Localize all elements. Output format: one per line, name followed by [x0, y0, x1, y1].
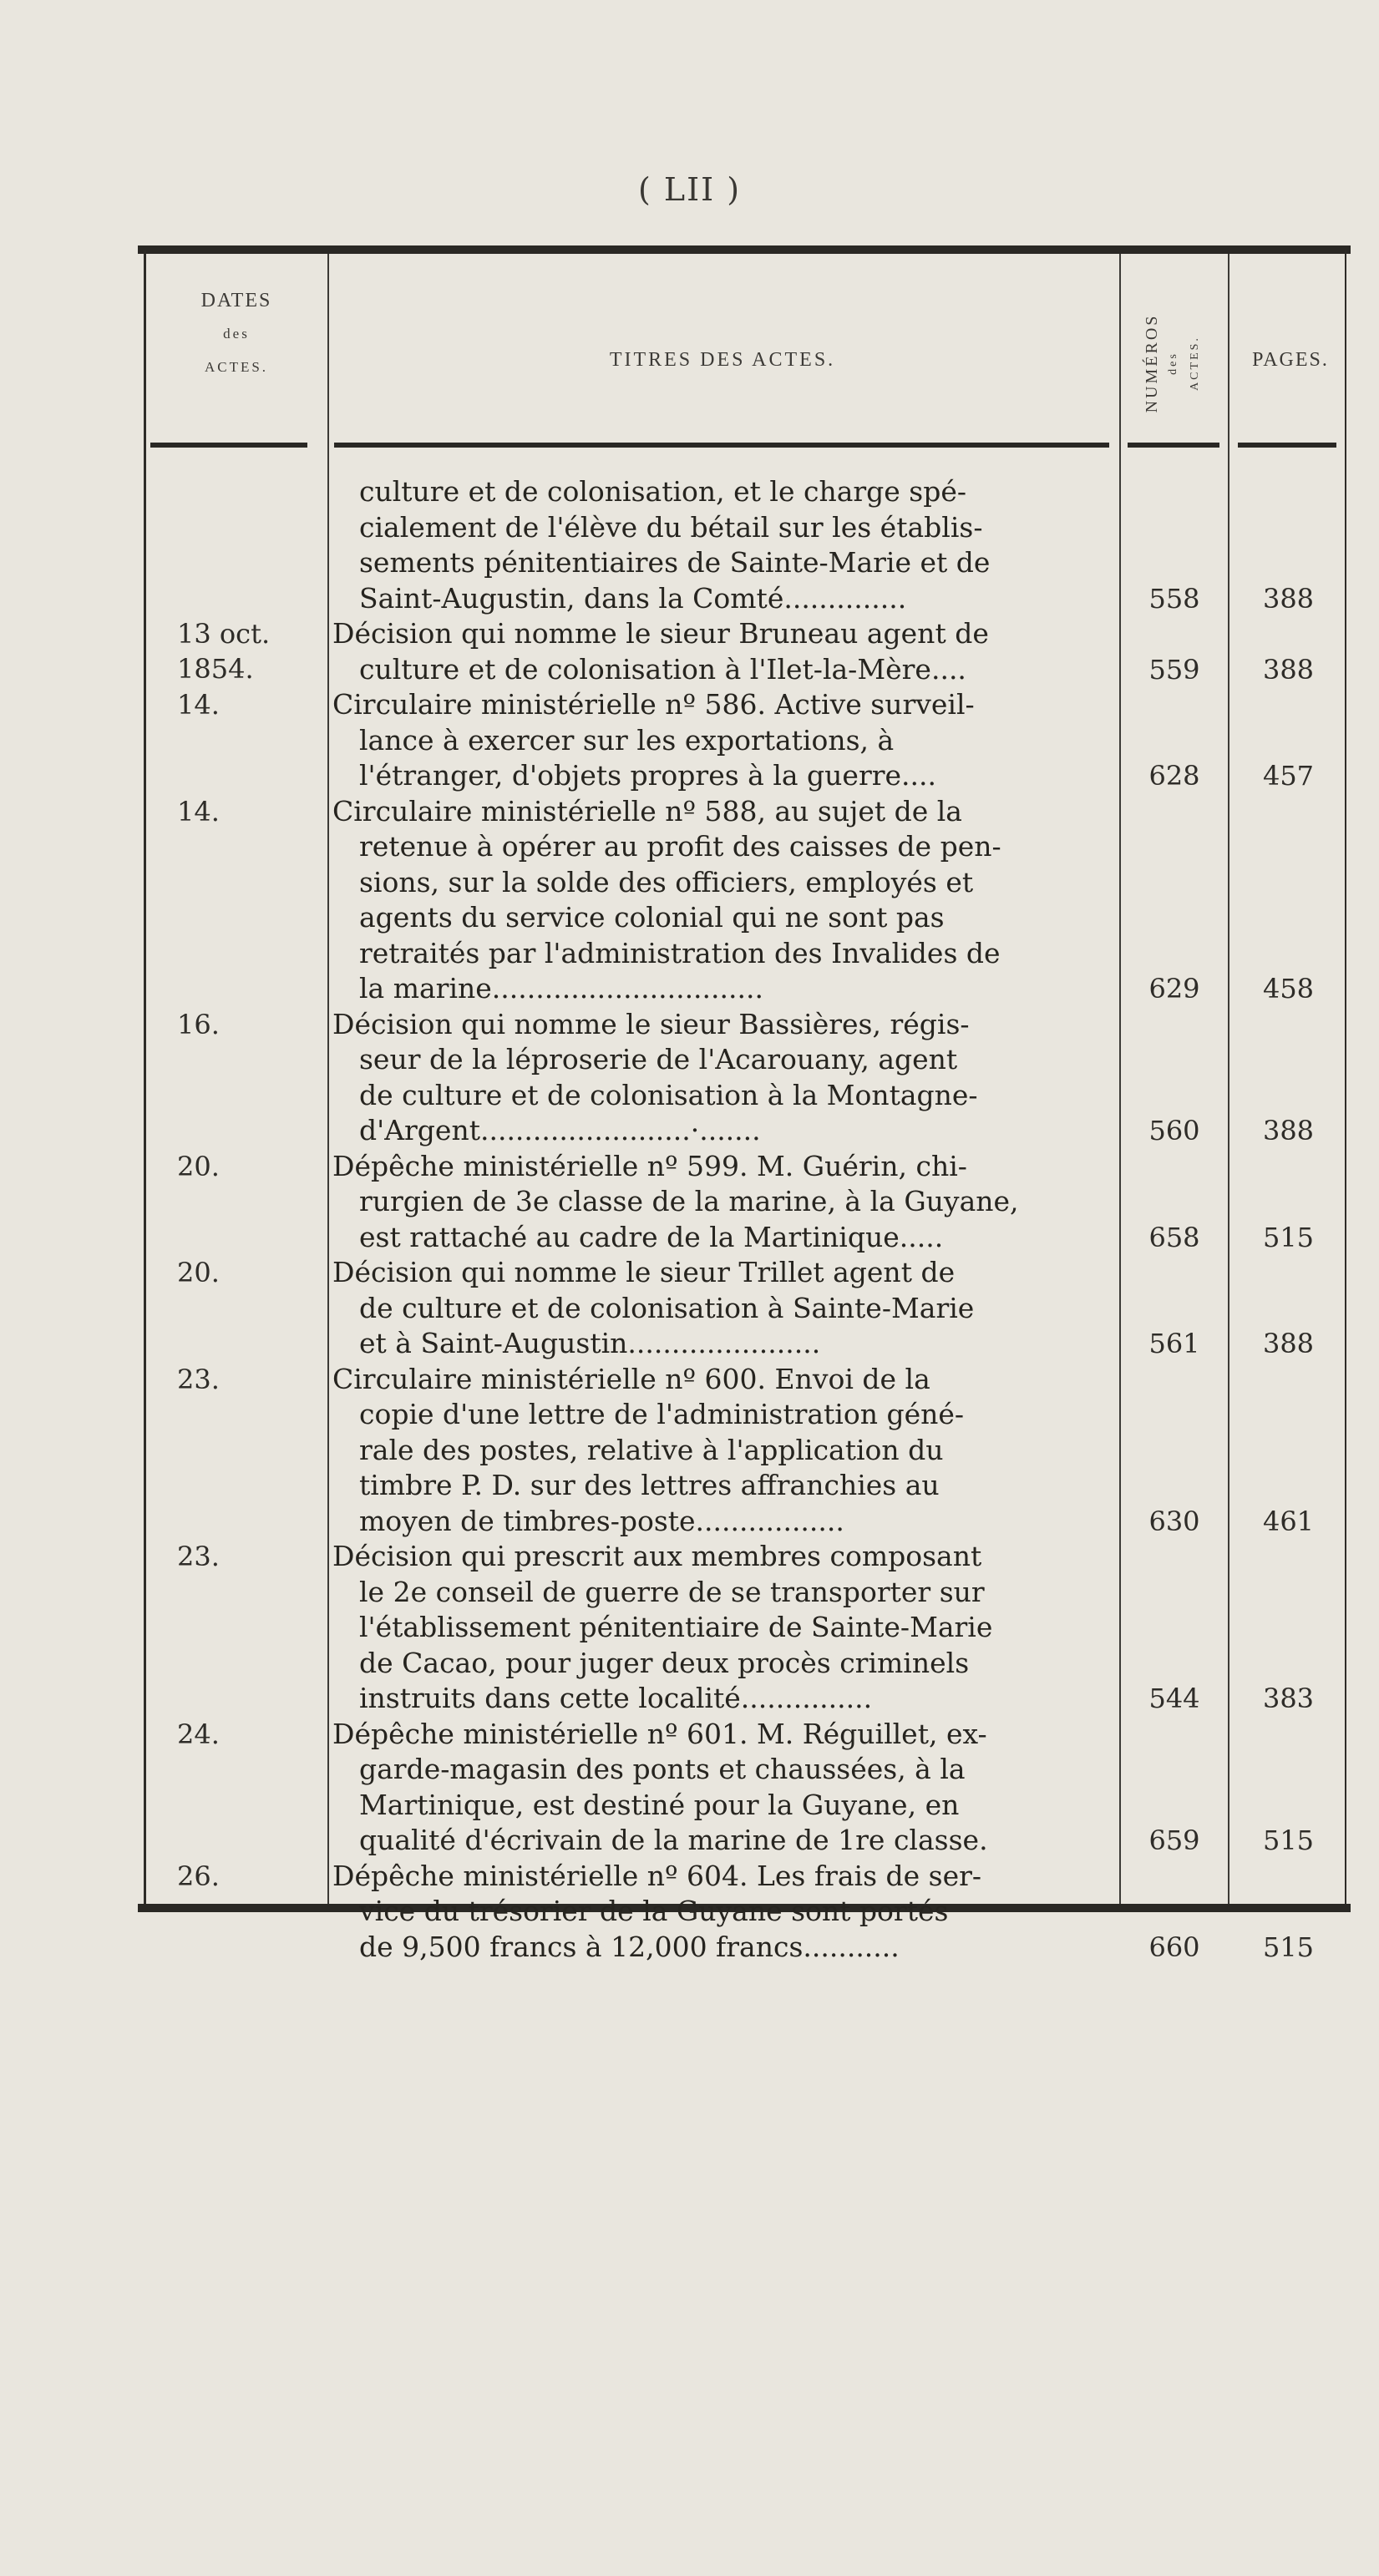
header-numeros-line: NUMÉROS — [1143, 313, 1161, 413]
header-dates-line: DATES — [200, 290, 272, 311]
entry-title-line: Circulaire ministérielle nº 586. Active surveil- — [332, 688, 975, 721]
entry-title-line: garde-magasin des ponts et chaussées, à la — [359, 1753, 966, 1785]
entry-date-line: 24. — [177, 1718, 220, 1750]
entry-title-line: sements pénitentiaires de Sainte-Marie et de — [359, 546, 991, 579]
entry-title-line: qualité d'écrivain de la marine de 1re classe. — [359, 1824, 988, 1856]
column-divider-titles — [1119, 254, 1121, 1904]
entry-number: 544 — [1148, 1683, 1200, 1714]
entry-title-line: le 2e conseil de guerre de se transporter sur — [359, 1575, 985, 1608]
entry-title — [332, 1859, 1099, 1966]
header-numeros-line: des — [1167, 352, 1179, 375]
entry-date — [177, 1539, 327, 1574]
entry-title-line: Dépêche ministérielle nº 604. Les frais de ser- — [332, 1859, 982, 1892]
column-divider-numeros — [1228, 254, 1229, 1904]
entry-page: 515 — [1262, 1221, 1315, 1253]
entry-title-line: de 9,500 francs à 12,000 francs........... — [359, 1930, 900, 1963]
entry-date — [177, 794, 327, 829]
entry-title-line: rale des postes, relative à l'application du — [359, 1433, 944, 1466]
entry-date — [177, 1149, 327, 1184]
entry-title-line: et à Saint-Augustin...................... — [359, 1327, 821, 1359]
entry-page: 388 — [1262, 1115, 1315, 1146]
entry-title — [332, 1717, 1099, 1859]
entry-date-line: 23. — [177, 1363, 220, 1395]
entry-title — [332, 1255, 1099, 1362]
entry-title-line: Saint-Augustin, dans la Comté.............. — [359, 581, 907, 615]
entry-title-line: la marine............................... — [359, 972, 763, 1005]
entry-title-line: culture et de colonisation à l'Ilet-la-Mère.... — [359, 652, 966, 686]
entry-title-line: instruits dans cette localité............... — [359, 1682, 873, 1714]
entry-title — [332, 474, 1099, 616]
entry-title-line: Circulaire ministérielle nº 600. Envoi de la — [332, 1362, 930, 1395]
entry-title-line: lance à exercer sur les exportations, à — [359, 723, 895, 757]
entry-date-line: 20. — [177, 1257, 220, 1288]
header-dates-line: ACTES. — [204, 359, 269, 375]
entry-page: 457 — [1262, 760, 1315, 792]
entry-number: 628 — [1148, 760, 1200, 792]
entry-title-line: Décision qui nomme le sieur Bruneau agent de — [332, 617, 989, 650]
column-divider-dates — [327, 254, 329, 1904]
entry-title-line: timbre P. D. sur des lettres affranchies au — [359, 1469, 940, 1501]
entry-page: 388 — [1262, 653, 1315, 686]
entry-date-line: 13 oct. — [177, 618, 271, 650]
entry-number: 561 — [1148, 1328, 1200, 1359]
entry-date — [177, 1255, 327, 1290]
header-numeros — [1128, 276, 1219, 451]
entry-page: 461 — [1262, 1505, 1315, 1537]
entry-page: 515 — [1262, 1824, 1315, 1856]
entry-title-line: sions, sur la solde des officiers, employés et — [359, 865, 974, 898]
entry-title-line: Martinique, est destiné pour la Guyane, en — [359, 1788, 960, 1821]
header-numeros-line: ACTES. — [1189, 336, 1201, 391]
header-pages: PAGES. — [1252, 349, 1329, 371]
entry-page: 458 — [1262, 973, 1315, 1005]
entry-title-line: vice du trésorier de la Guyane sont portés — [359, 1895, 949, 1927]
entry-number: 629 — [1148, 973, 1200, 1005]
entry-date-line: 16. — [177, 1008, 220, 1040]
header-rule-titles — [334, 443, 1109, 448]
entry-number: 558 — [1148, 582, 1200, 615]
entry-date — [177, 616, 327, 686]
entry-date-line: 20. — [177, 1150, 220, 1182]
entry-date-line: 26. — [177, 1860, 220, 1892]
entry-date — [177, 1007, 327, 1042]
entry-title — [332, 1539, 1099, 1717]
entry-title-line: Circulaire ministérielle nº 588, au sujet de la — [332, 794, 962, 827]
entry-title-line: rurgien de 3e classe de la marine, à la Guyane, — [359, 1185, 1019, 1217]
entry-title-line: culture et de colonisation, et le charge spé- — [359, 475, 967, 508]
entry-date — [177, 1717, 327, 1752]
entry-date — [177, 687, 327, 722]
entry-title-line: retenue à opérer au profit des caisses de pen- — [359, 830, 1001, 863]
entry-title — [332, 687, 1099, 794]
entry-title-line: moyen de timbres-poste................. — [359, 1504, 844, 1537]
entry-title-line: Dépêche ministérielle nº 601. M. Réguillet, ex- — [332, 1717, 987, 1750]
entry-date-line: 14. — [177, 795, 220, 827]
entry-title — [332, 1362, 1099, 1540]
entry-title — [332, 1149, 1099, 1256]
entry-number: 630 — [1148, 1505, 1200, 1537]
entry-title-line: Décision qui prescrit aux membres composant — [332, 1540, 982, 1572]
entry-title-line: de Cacao, pour juger deux procès criminels — [359, 1646, 970, 1679]
entry-title-line: d'Argent........................·....... — [359, 1114, 761, 1146]
entry-date — [177, 1362, 327, 1397]
entry-title-line: de culture et de colonisation à Sainte-Marie — [359, 1291, 975, 1324]
entry-date-line: 1854. — [177, 653, 254, 685]
entry-page: 515 — [1262, 1931, 1315, 1963]
entry-title-line: l'étranger, d'objets propres à la guerre.... — [359, 759, 936, 792]
entry-title-line: agents du service colonial qui ne sont pas — [359, 901, 945, 934]
entry-date-line: 14. — [177, 689, 220, 721]
entry-page: 388 — [1262, 582, 1315, 615]
entry-number: 560 — [1148, 1115, 1200, 1146]
entry-title-line: cialement de l'élève du bétail sur les établis- — [359, 510, 983, 544]
entry-page: 383 — [1262, 1683, 1315, 1714]
header-titles: TITRES DES ACTES. — [609, 349, 836, 371]
entry-title — [332, 1007, 1099, 1149]
entry-title-line: l'établissement pénitentiaire de Sainte-Marie — [359, 1611, 993, 1643]
entry-title — [332, 616, 1099, 687]
header-rule-numeros — [1128, 443, 1219, 448]
header-dates-line: des — [223, 326, 250, 342]
entry-title-line: retraités par l'administration des Invalides de — [359, 936, 1001, 969]
entry-page: 388 — [1262, 1328, 1315, 1359]
entry-title-line: Dépêche ministérielle nº 599. M. Guérin, chi- — [332, 1149, 967, 1182]
entry-date — [177, 1859, 327, 1894]
entry-title-line: seur de la léproserie de l'Acarouany, agent — [359, 1043, 958, 1075]
entry-title-line: Décision qui nomme le sieur Trillet agent de — [332, 1256, 956, 1288]
header-rule-pages — [1238, 443, 1336, 448]
entry-title-line: Décision qui nomme le sieur Bassières, régis- — [332, 1007, 970, 1040]
entry-number: 659 — [1148, 1824, 1200, 1856]
entry-number: 658 — [1148, 1221, 1200, 1253]
entry-title-line: est rattaché au cadre de la Martinique..... — [359, 1220, 944, 1253]
entry-title-line: copie d'une lettre de l'administration géné- — [359, 1398, 965, 1430]
header-rule-dates — [150, 443, 307, 448]
entry-title-line: de culture et de colonisation à la Montagne- — [359, 1078, 978, 1111]
entry-date-line: 23. — [177, 1541, 220, 1572]
header-dates — [149, 284, 324, 384]
entry-number: 660 — [1148, 1931, 1200, 1963]
page-number: ( LII ) — [637, 171, 742, 208]
entry-number: 559 — [1148, 653, 1200, 686]
entry-title — [332, 794, 1099, 1007]
